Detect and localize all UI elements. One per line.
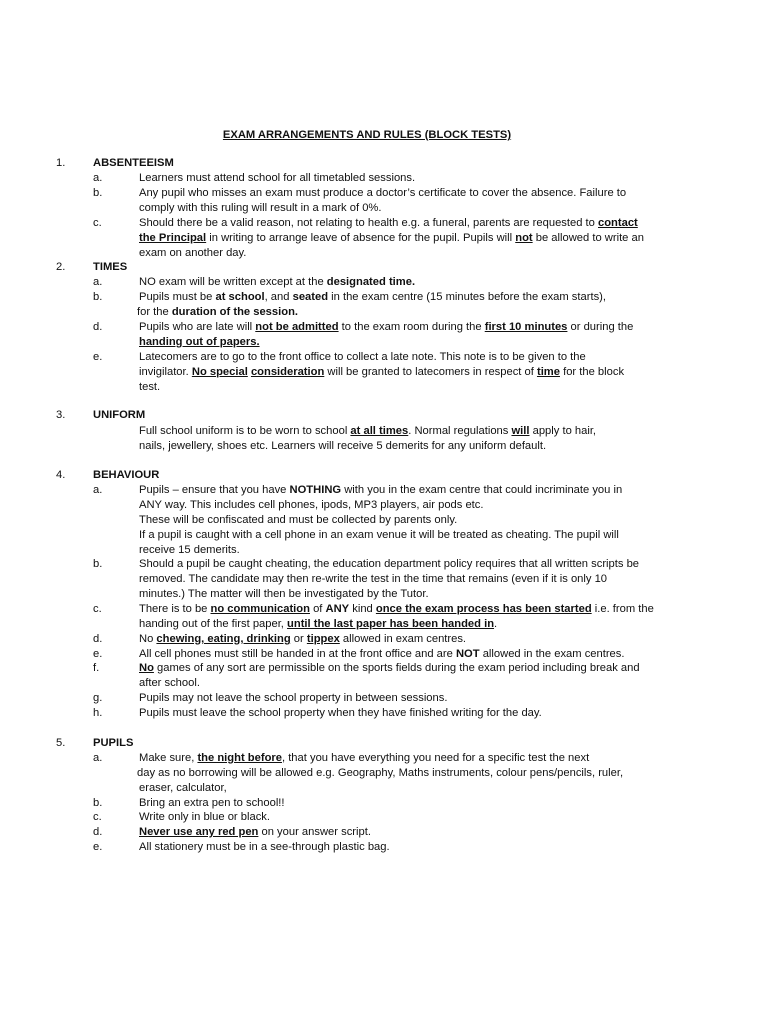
rule-line	[139, 676, 200, 691]
text-run: or	[290, 633, 307, 645]
rule-line	[139, 572, 607, 587]
text-run: in the exam centre (15 minutes before the exam starts),	[328, 291, 606, 303]
rule-line	[139, 825, 371, 840]
emphasis-text: tippex	[306, 633, 340, 645]
text-run: allowed in the exam centres.	[479, 648, 625, 660]
text-run: after school.	[139, 677, 200, 689]
text-run: or during the	[567, 321, 634, 333]
item-letter: b.	[93, 558, 103, 570]
item-letter: d.	[93, 633, 103, 645]
section-number: 5.	[56, 737, 66, 749]
text-run: Any pupil who misses an exam must produce a doctor’s certificate to cover the absence. Failure to	[139, 187, 627, 199]
item-letter: a.	[93, 752, 103, 764]
item-letter: a.	[93, 484, 103, 496]
text-run: NO exam will be written except at the	[139, 276, 327, 288]
rule-line	[139, 246, 246, 261]
item-letter: e.	[93, 648, 103, 660]
item-letter: a.	[93, 276, 103, 288]
bold-text: at school	[215, 291, 265, 303]
section-number: 2.	[56, 261, 66, 273]
item-letter: h.	[93, 707, 103, 719]
rule-line	[139, 498, 484, 513]
emphasis-text: consideration	[250, 366, 325, 378]
rule-line	[139, 380, 160, 395]
text-run: If a pupil is caught with a cell phone in an exam venue it will be treated as cheating. The pupil will	[139, 529, 619, 541]
emphasis-text: until the last paper has been handed in	[287, 618, 495, 630]
bold-text: duration of the session.	[171, 306, 299, 318]
rule-line	[139, 543, 240, 558]
item-letter: b.	[93, 291, 103, 303]
text-run: Should there be a valid reason, not relating to health e.g. a funeral, parents are requested to	[139, 217, 598, 229]
rule-line	[139, 201, 381, 216]
text-run: All cell phones must still be handed in at the front office and are	[139, 648, 456, 660]
emphasis-text: contact	[598, 217, 638, 229]
emphasis-text: the night before	[197, 752, 282, 764]
text-run: These will be confiscated and must be collected by parents only.	[139, 514, 458, 526]
text-run: nails, jewellery, shoes etc. Learners will receive 5 demerits for any uniform default.	[139, 440, 547, 452]
emphasis-text: No	[139, 662, 154, 674]
section-number: 3.	[56, 409, 66, 421]
emphasis-text: chewing, eating, drinking	[156, 633, 291, 645]
rule-line	[139, 691, 447, 706]
section-heading: UNIFORM	[93, 409, 146, 421]
item-letter: f.	[93, 662, 100, 674]
emphasis-text: no communication	[210, 603, 310, 615]
rule-line	[139, 706, 542, 721]
item-letter: d.	[93, 321, 103, 333]
text-run: Full school uniform is to be worn to school	[139, 425, 351, 437]
text-run: receive 15 demerits.	[139, 544, 240, 556]
rule-line	[139, 781, 227, 796]
text-run: Write only in blue or black.	[139, 811, 270, 823]
rule-line	[139, 661, 640, 676]
text-run: minutes.) The matter will then be investigated by the Tutor.	[139, 588, 429, 600]
section-heading: ABSENTEEISM	[93, 157, 174, 169]
text-run: Pupils – ensure that you have	[139, 484, 290, 496]
section-heading: TIMES	[93, 261, 128, 273]
emphasis-text: not be admitted	[255, 321, 339, 333]
rule-line	[139, 350, 586, 365]
rule-line	[139, 602, 654, 617]
text-run: Should a pupil be caught cheating, the education department policy requires that all written scripts be	[139, 558, 640, 570]
item-letter: c.	[93, 217, 102, 229]
rule-line	[139, 557, 639, 572]
bold-text: designated time.	[326, 276, 416, 288]
rule-line	[139, 320, 633, 335]
rule-line	[139, 335, 260, 350]
emphasis-text: will	[511, 425, 530, 437]
text-run: to the exam room during the	[338, 321, 485, 333]
section-number: 1.	[56, 157, 66, 169]
rule-line	[139, 840, 390, 855]
item-letter: e.	[93, 351, 103, 363]
rule-line	[139, 424, 596, 439]
item-letter: g.	[93, 692, 103, 704]
rule-line	[139, 587, 429, 602]
text-run: Pupils must be	[139, 291, 216, 303]
text-run: Pupils may not leave the school property in between sessions.	[139, 692, 448, 704]
text-run: with you in the exam centre that could incriminate you in	[341, 484, 623, 496]
text-run: of	[309, 603, 326, 615]
text-run: allowed in exam centres.	[339, 633, 467, 645]
text-run: for the	[137, 306, 172, 318]
text-run: Pupils who are late will	[139, 321, 256, 333]
rule-line	[139, 171, 415, 186]
text-run: No	[139, 633, 157, 645]
emphasis-text: time	[536, 366, 560, 378]
rule-line	[139, 647, 625, 662]
emphasis-text: not	[515, 232, 533, 244]
text-run: All stationery must be in a see-through plastic bag.	[139, 841, 390, 853]
text-run: Bring an extra pen to school!!	[139, 797, 285, 809]
text-run: comply with this ruling will result in a mark of 0%.	[139, 202, 382, 214]
emphasis-text: at all times	[350, 425, 409, 437]
rule-line	[139, 290, 606, 305]
section-heading: PUPILS	[93, 737, 134, 749]
text-run: eraser, calculator,	[139, 782, 227, 794]
item-letter: a.	[93, 172, 103, 184]
text-run: , that you have everything you need for a specific test the next	[281, 752, 590, 764]
text-run: ANY way. This includes cell phones, ipods, MP3 players, air pods etc.	[139, 499, 484, 511]
text-run: for the block	[559, 366, 625, 378]
text-run: apply to hair,	[529, 425, 597, 437]
item-letter: d.	[93, 826, 103, 838]
bold-text: NOTHING	[289, 484, 342, 496]
text-run: be allowed to write an	[532, 232, 644, 244]
section-heading: BEHAVIOUR	[93, 469, 160, 481]
text-run: Pupils must leave the school property when they have finished writing for the day.	[139, 707, 542, 719]
text-run: exam on another day.	[139, 247, 247, 259]
text-run: kind	[349, 603, 376, 615]
rule-line	[139, 632, 466, 647]
text-run: . Normal regulations	[408, 425, 512, 437]
rule-line	[139, 528, 619, 543]
rule-line	[139, 751, 589, 766]
text-run: , and	[264, 291, 293, 303]
rule-line	[137, 305, 298, 320]
text-run: in writing to arrange leave of absence for the pupil. Pupils will	[206, 232, 516, 244]
item-letter: e.	[93, 841, 103, 853]
text-run: games of any sort are permissible on the sports fields during the exam period including break and	[153, 662, 640, 674]
rule-line	[139, 439, 546, 454]
emphasis-text: first 10 minutes	[484, 321, 568, 333]
rule-line	[139, 810, 270, 825]
rule-line	[139, 796, 285, 811]
rule-line	[139, 275, 415, 290]
text-run: removed. The candidate may then re-write the test in the time that remains (even if it is only 10	[139, 573, 608, 585]
text-run: i.e. from the	[591, 603, 654, 615]
rule-line	[137, 766, 623, 781]
text-run: test.	[139, 381, 161, 393]
emphasis-text: No special	[191, 366, 248, 378]
text-run: Learners must attend school for all timetabled sessions.	[139, 172, 416, 184]
text-run: invigilator.	[139, 366, 192, 378]
item-letter: b.	[93, 187, 103, 199]
rule-line	[139, 483, 622, 498]
emphasis-text: the Principal	[139, 232, 207, 244]
text-run: Make sure,	[139, 752, 198, 764]
bold-text: NOT	[455, 648, 480, 660]
text-run: on your answer script.	[258, 826, 371, 838]
emphasis-text: handing out of papers.	[139, 336, 260, 348]
document-title: EXAM ARRANGEMENTS AND RULES (BLOCK TESTS)	[222, 129, 512, 141]
text-run: handing out of the first paper,	[139, 618, 288, 630]
rule-line	[139, 231, 644, 246]
bold-text: ANY	[325, 603, 350, 615]
item-letter: b.	[93, 797, 103, 809]
emphasis-text: Never use any red pen	[139, 826, 259, 838]
item-letter: c.	[93, 603, 102, 615]
rule-line	[139, 365, 624, 380]
rule-line	[139, 513, 457, 528]
rule-line	[139, 186, 626, 201]
text-run: There is to be	[139, 603, 211, 615]
rule-line	[139, 216, 638, 231]
text-run: will be granted to latecomers in respect of	[324, 366, 537, 378]
bold-text: seated	[292, 291, 329, 303]
rule-line	[139, 617, 497, 632]
section-number: 4.	[56, 469, 66, 481]
text-run: Latecomers are to go to the front office to collect a late note. This note is to be given to the	[139, 351, 586, 363]
emphasis-text: once the exam process has been started	[375, 603, 592, 615]
text-run: day as no borrowing will be allowed e.g. Geography, Maths instruments, colour pens/pencils, ruler,	[137, 767, 624, 779]
text-run: .	[494, 618, 498, 630]
item-letter: c.	[93, 811, 102, 823]
